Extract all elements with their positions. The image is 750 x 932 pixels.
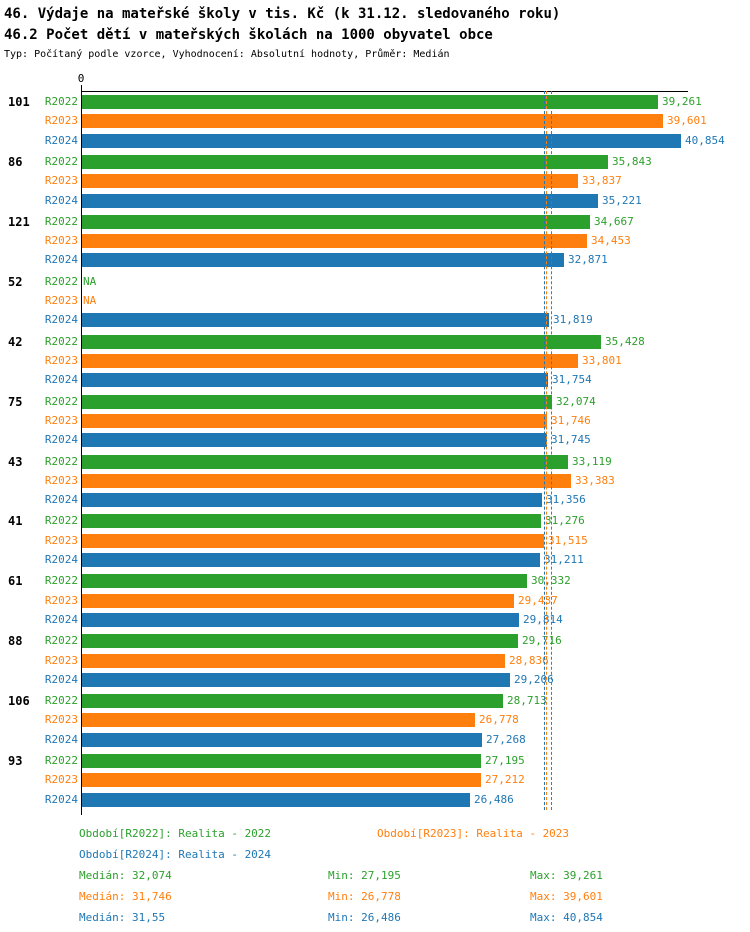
bar bbox=[82, 673, 510, 687]
series-label: R2022 bbox=[44, 634, 78, 648]
bar bbox=[82, 493, 542, 507]
legend-item: Období[R2024]: Realita - 2024 bbox=[79, 848, 272, 861]
series-label: R2023 bbox=[44, 473, 78, 487]
bar-value-label: 29,206 bbox=[514, 672, 554, 686]
series-label: R2023 bbox=[44, 773, 78, 787]
bar bbox=[82, 95, 658, 109]
series-label: R2022 bbox=[44, 574, 78, 588]
legend-item: Období[R2022]: Realita - 2022 bbox=[79, 827, 272, 840]
series-label: R2024 bbox=[44, 313, 78, 327]
bar-value-label: 29,716 bbox=[522, 634, 562, 648]
bar-value-label: 29,437 bbox=[518, 593, 558, 607]
stat-max: Max: 40,854 bbox=[530, 911, 603, 924]
bar bbox=[82, 414, 547, 428]
group-label: 43 bbox=[8, 454, 23, 469]
stat-min: Min: 26,486 bbox=[328, 911, 401, 924]
stat-max: Max: 39,601 bbox=[530, 890, 603, 903]
bar bbox=[82, 594, 514, 608]
bar-value-label: 39,601 bbox=[667, 114, 707, 128]
stat-min: Min: 27,195 bbox=[328, 869, 401, 882]
stat-median: Medián: 31,746 bbox=[79, 890, 172, 903]
group-label: 93 bbox=[8, 754, 23, 769]
bar-value-label: 27,212 bbox=[485, 773, 525, 787]
median-line bbox=[544, 91, 545, 810]
bar-value-label: 33,837 bbox=[582, 174, 622, 188]
bar bbox=[82, 553, 540, 567]
bar-value-label: 34,453 bbox=[591, 234, 631, 248]
group-label: 88 bbox=[8, 634, 23, 649]
bar-value-label: 31,515 bbox=[548, 533, 588, 547]
bar-value-label: 31,211 bbox=[544, 553, 584, 567]
series-label: R2023 bbox=[44, 234, 78, 248]
bar-value-label: 31,745 bbox=[551, 433, 591, 447]
report-subtitle: Typ: Počítaný podle vzorce, Vyhodnocení: Absolutní hodnoty, Průměr: Medián bbox=[4, 49, 450, 60]
bar-na-label: NA bbox=[83, 294, 97, 308]
y-axis-line bbox=[81, 85, 82, 815]
bar-value-label: 28,836 bbox=[509, 653, 549, 667]
series-label: R2024 bbox=[44, 253, 78, 267]
group-label: 101 bbox=[8, 95, 30, 109]
bar-value-label: 33,119 bbox=[572, 454, 612, 468]
series-label: R2024 bbox=[44, 493, 78, 507]
series-label: R2022 bbox=[44, 694, 78, 708]
bar-value-label: 40,854 bbox=[685, 133, 725, 147]
bar bbox=[82, 335, 601, 349]
bar-na-label: NA bbox=[83, 274, 97, 288]
series-label: R2022 bbox=[44, 154, 78, 168]
series-label: R2022 bbox=[44, 274, 78, 288]
bar bbox=[82, 773, 481, 787]
bar-value-label: 35,428 bbox=[605, 334, 645, 348]
bar-group bbox=[0, 392, 750, 452]
stat-median: Medián: 31,55 bbox=[79, 911, 166, 924]
series-label: R2023 bbox=[44, 533, 78, 547]
bar-value-label: 35,843 bbox=[612, 154, 652, 168]
bar bbox=[82, 634, 518, 648]
bar bbox=[82, 155, 608, 169]
bar-group bbox=[0, 751, 750, 811]
stat-median: Medián: 32,074 bbox=[79, 869, 172, 882]
series-label: R2023 bbox=[44, 413, 78, 427]
bar-value-label: 27,268 bbox=[486, 732, 526, 746]
bar-group bbox=[0, 691, 750, 751]
series-label: R2022 bbox=[44, 394, 78, 408]
bar bbox=[82, 514, 541, 528]
bar-value-label: 26,486 bbox=[474, 792, 514, 806]
series-label: R2024 bbox=[44, 792, 78, 806]
series-label: R2024 bbox=[44, 612, 78, 626]
series-label: R2022 bbox=[44, 95, 78, 108]
group-label: 75 bbox=[8, 394, 23, 409]
bar bbox=[82, 373, 548, 387]
bar-value-label: 31,276 bbox=[545, 514, 585, 528]
series-label: R2024 bbox=[44, 553, 78, 567]
bar bbox=[82, 395, 552, 409]
series-label: R2022 bbox=[44, 334, 78, 348]
bar bbox=[82, 215, 590, 229]
report-title-line1: 46. Výdaje na mateřské školy v tis. Kč (k 31.12. sledovaného roku) bbox=[4, 6, 561, 22]
stat-min: Min: 26,778 bbox=[328, 890, 401, 903]
legend-item: Období[R2023]: Realita - 2023 bbox=[377, 827, 570, 840]
bar-group bbox=[0, 332, 750, 392]
bar bbox=[82, 534, 544, 548]
bar bbox=[82, 474, 571, 488]
bar-group bbox=[0, 152, 750, 212]
group-label: 42 bbox=[8, 334, 23, 349]
group-label: 52 bbox=[8, 274, 23, 289]
bar-value-label: 28,713 bbox=[507, 694, 547, 708]
bar-group bbox=[0, 92, 750, 152]
bar-value-label: 34,667 bbox=[594, 214, 634, 228]
bar-value-label: 29,814 bbox=[523, 612, 563, 626]
median-line bbox=[546, 91, 547, 810]
bar bbox=[82, 654, 505, 668]
bar-value-label: 35,221 bbox=[602, 193, 642, 207]
bar bbox=[82, 713, 475, 727]
bar-group bbox=[0, 571, 750, 631]
bar-value-label: 31,819 bbox=[553, 313, 593, 327]
bar-value-label: 26,778 bbox=[479, 713, 519, 727]
bar bbox=[82, 234, 587, 248]
series-label: R2023 bbox=[44, 593, 78, 607]
bar-value-label: 32,074 bbox=[556, 394, 596, 408]
series-label: R2024 bbox=[44, 133, 78, 147]
bar-group bbox=[0, 272, 750, 332]
bar bbox=[82, 174, 578, 188]
bar bbox=[82, 455, 568, 469]
bar bbox=[82, 114, 663, 128]
axis-zero-label: 0 bbox=[77, 72, 85, 85]
x-axis-line bbox=[81, 91, 688, 92]
series-label: R2024 bbox=[44, 672, 78, 686]
bar bbox=[82, 793, 470, 807]
bar bbox=[82, 733, 482, 747]
series-label: R2023 bbox=[44, 713, 78, 727]
bar-group bbox=[0, 511, 750, 571]
bar bbox=[82, 134, 681, 148]
bar-value-label: 27,195 bbox=[485, 754, 525, 768]
bar-group bbox=[0, 212, 750, 272]
bar-value-label: 31,746 bbox=[551, 413, 591, 427]
bar-value-label: 32,871 bbox=[568, 253, 608, 267]
bar-value-label: 33,383 bbox=[575, 473, 615, 487]
group-label: 86 bbox=[8, 154, 23, 169]
series-label: R2023 bbox=[44, 174, 78, 188]
series-label: R2024 bbox=[44, 732, 78, 746]
median-line bbox=[551, 91, 552, 810]
bar bbox=[82, 613, 519, 627]
stat-max: Max: 39,261 bbox=[530, 869, 603, 882]
bar-group bbox=[0, 631, 750, 691]
series-label: R2022 bbox=[44, 454, 78, 468]
report-title-line2: 46.2 Počet dětí v mateřských školách na 1000 obyvatel obce bbox=[4, 27, 493, 43]
bar bbox=[82, 574, 527, 588]
bar bbox=[82, 754, 481, 768]
bar-group bbox=[0, 452, 750, 512]
series-label: R2023 bbox=[44, 294, 78, 308]
series-label: R2024 bbox=[44, 373, 78, 387]
bar bbox=[82, 313, 549, 327]
bar bbox=[82, 253, 564, 267]
bar bbox=[82, 194, 598, 208]
series-label: R2023 bbox=[44, 653, 78, 667]
bar-value-label: 39,261 bbox=[662, 95, 702, 108]
series-label: R2024 bbox=[44, 193, 78, 207]
series-label: R2023 bbox=[44, 353, 78, 367]
bar-value-label: 30,332 bbox=[531, 574, 571, 588]
group-label: 41 bbox=[8, 514, 23, 529]
bar bbox=[82, 354, 578, 368]
group-label: 121 bbox=[8, 214, 30, 229]
group-label: 61 bbox=[8, 574, 23, 589]
series-label: R2022 bbox=[44, 514, 78, 528]
series-label: R2022 bbox=[44, 754, 78, 768]
bar bbox=[82, 433, 547, 447]
bar bbox=[82, 694, 503, 708]
bar-value-label: 31,356 bbox=[546, 493, 586, 507]
bar-value-label: 31,754 bbox=[552, 373, 592, 387]
series-label: R2024 bbox=[44, 433, 78, 447]
group-label: 106 bbox=[8, 694, 30, 709]
series-label: R2022 bbox=[44, 214, 78, 228]
series-label: R2023 bbox=[44, 114, 78, 128]
bar-value-label: 33,801 bbox=[582, 353, 622, 367]
